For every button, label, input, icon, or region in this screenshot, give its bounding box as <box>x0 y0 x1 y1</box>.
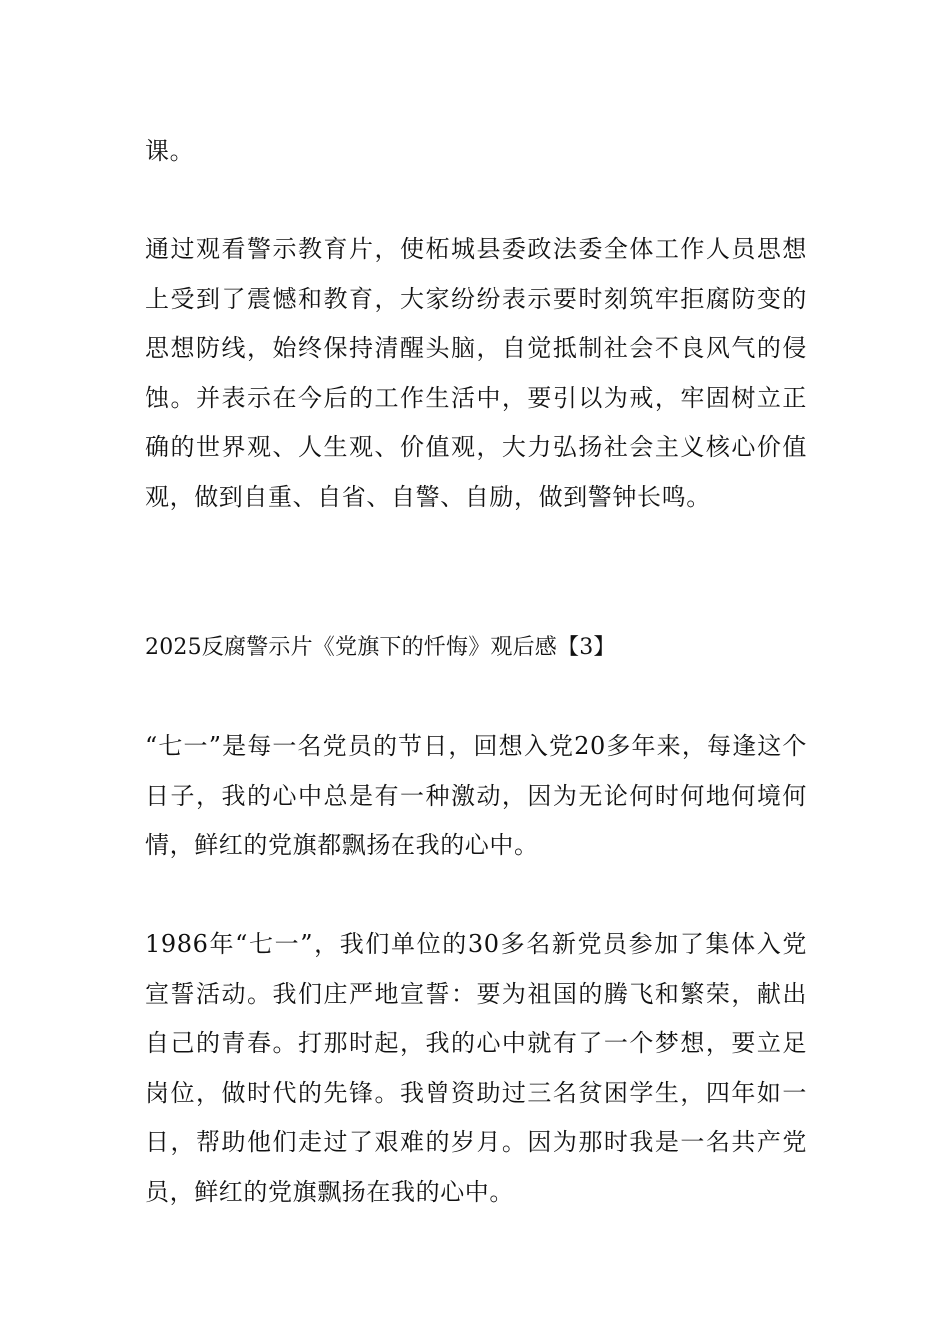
document-page <box>145 0 807 1344</box>
paragraph-1986: 1986年“七一”，我们单位的30多名新党员参加了集体入党宣誓活动。我们庄严地宣誓：要为祖国的腾飞和繁荣，献出自己的青春。打那时起，我的心中就有了一个梦想，要立足岗位，做时代的先锋。我曾资助过三名贫困学生，四年如一日，帮助他们走过了艰难的岁月。因为那时我是一名共产党员，鲜红的党旗飘扬在我的心中。 <box>145 930 807 1206</box>
paragraph-continuation: 课。 <box>145 137 195 165</box>
paragraph-july-first: “七一”是每一名党员的节日，回想入党20多年来，每逢这个日子，我的心中总是有一种激动，因为无论何时何地何境何情，鲜红的党旗都飘扬在我的心中。 <box>145 732 807 859</box>
section-heading: 2025反腐警示片《党旗下的忏悔》观后感【3】 <box>145 635 616 660</box>
paragraph-warning-film: 通过观看警示教育片，使柘城县委政法委全体工作人员思想上受到了震憾和教育，大家纷纷表示要时刻筑牢拒腐防变的思想防线，始终保持清醒头脑，自觉抵制社会不良风气的侵蚀。并表示在今后的工作生活中，要引以为戒，牢固树立正确的世界观、人生观、价值观，大力弘扬社会主义核心价值观，做到自重、自省、自警、自励，做到警钟长鸣。 <box>145 235 807 511</box>
